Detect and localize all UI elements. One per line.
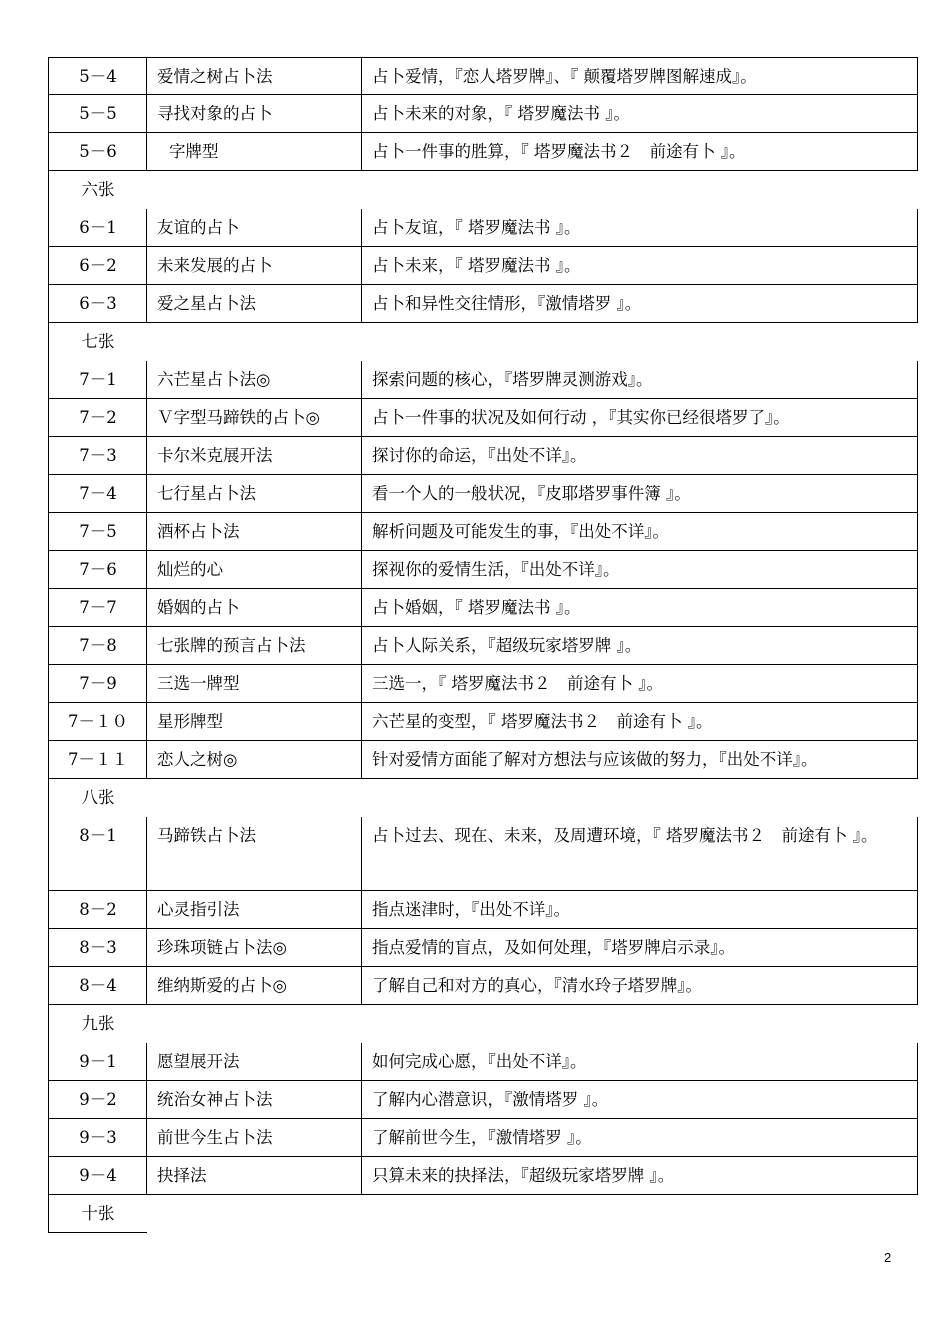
spread-description: 占卜和异性交往情形，『激情塔罗 』。 (361, 285, 918, 323)
spread-name: 星形牌型 (146, 703, 362, 741)
table-row (48, 929, 918, 967)
spread-number: 6－2 (48, 247, 147, 285)
spread-description: 三选一，『 塔罗魔法书２ 前途有卜 』。 (361, 665, 918, 703)
spread-description: 占卜一件事的胜算，『 塔罗魔法书２ 前途有卜 』。 (361, 133, 918, 171)
spread-name: 爱之星占卜法 (146, 285, 362, 323)
table-row (48, 703, 918, 741)
spread-description: 了解自己和对方的真心，『清水玲子塔罗牌』。 (361, 967, 918, 1005)
section-label: 八张 (48, 779, 147, 817)
spread-description: 六芒星的变型，『 塔罗魔法书２ 前途有卜 』。 (361, 703, 918, 741)
spread-description: 占卜友谊，『 塔罗魔法书 』。 (361, 209, 918, 247)
spread-description: 指点爱情的盲点，及如何处理，『塔罗牌启示录』。 (361, 929, 918, 967)
spread-number: 7－3 (48, 437, 147, 475)
spread-name: 爱情之树占卜法 (146, 57, 362, 95)
table-row (48, 361, 918, 399)
table-row (48, 741, 918, 779)
spread-number: 9－4 (48, 1157, 147, 1195)
section-header-row (48, 171, 918, 209)
spread-number: 7－6 (48, 551, 147, 589)
spread-name: 愿望展开法 (146, 1043, 362, 1081)
spread-number: 8－1 (48, 817, 147, 891)
table-row (48, 437, 918, 475)
spread-table (48, 57, 918, 1233)
spread-name: Ｖ字型马蹄铁的占卜◎ (146, 399, 362, 437)
spread-name: 灿烂的心 (146, 551, 362, 589)
spread-name: 马蹄铁占卜法 (146, 817, 362, 891)
spread-name: 心灵指引法 (146, 891, 362, 929)
table-row (48, 1119, 918, 1157)
section-label: 六张 (48, 171, 147, 209)
spread-description: 占卜婚姻，『 塔罗魔法书 』。 (361, 589, 918, 627)
table-row (48, 967, 918, 1005)
spread-number: 7－4 (48, 475, 147, 513)
spread-number: 7－2 (48, 399, 147, 437)
spread-number: 7－8 (48, 627, 147, 665)
table-row (48, 1081, 918, 1119)
section-label: 十张 (48, 1195, 147, 1233)
section-header-row (48, 1195, 918, 1233)
spread-number: 5－6 (48, 133, 147, 171)
spread-number: 7－7 (48, 589, 147, 627)
table-row (48, 133, 918, 171)
spread-number: 7－5 (48, 513, 147, 551)
table-row (48, 247, 918, 285)
table-row (48, 1157, 918, 1195)
table-row (48, 891, 918, 929)
table-row (48, 399, 918, 437)
spread-description: 了解前世今生，『激情塔罗 』。 (361, 1119, 918, 1157)
spread-description: 解析问题及可能发生的事，『出处不详』。 (361, 513, 918, 551)
table-row (48, 513, 918, 551)
spread-description: 如何完成心愿，『出处不详』。 (361, 1043, 918, 1081)
section-header-row (48, 779, 918, 817)
spread-name: 七张牌的预言占卜法 (146, 627, 362, 665)
spread-number: 7－1 (48, 361, 147, 399)
spread-description: 针对爱情方面能了解对方想法与应该做的努力，『出处不详』。 (361, 741, 918, 779)
spread-number: 7－9 (48, 665, 147, 703)
spread-description: 占卜一件事的状况及如何行动 ，『其实你已经很塔罗了』。 (361, 399, 918, 437)
spread-description: 占卜人际关系，『超级玩家塔罗牌 』。 (361, 627, 918, 665)
spread-name: 抉择法 (146, 1157, 362, 1195)
spread-name: 维纳斯爱的占卜◎ (146, 967, 362, 1005)
spread-name: 友谊的占卜 (146, 209, 362, 247)
spread-description: 只算未来的抉择法，『超级玩家塔罗牌 』。 (361, 1157, 918, 1195)
spread-name: 珍珠项链占卜法◎ (146, 929, 362, 967)
table-row (48, 475, 918, 513)
section-label: 七张 (48, 323, 147, 361)
table-row (48, 285, 918, 323)
table-row (48, 665, 918, 703)
spread-description: 探索问题的核心，『塔罗牌灵测游戏』。 (361, 361, 918, 399)
spread-number: 5－5 (48, 95, 147, 133)
table-row (48, 57, 918, 95)
spread-number: 9－1 (48, 1043, 147, 1081)
spread-description: 探视你的爱情生活，『出处不详』。 (361, 551, 918, 589)
spread-description: 探讨你的命运，『出处不详』。 (361, 437, 918, 475)
spread-number: 8－4 (48, 967, 147, 1005)
spread-name: 寻找对象的占卜 (146, 95, 362, 133)
spread-name: 酒杯占卜法 (146, 513, 362, 551)
spread-name: 前世今生占卜法 (146, 1119, 362, 1157)
spread-number: 9－2 (48, 1081, 147, 1119)
table-row (48, 95, 918, 133)
spread-name: 未来发展的占卜 (146, 247, 362, 285)
spread-description: 占卜爱情，『恋人塔罗牌』、『 颠覆塔罗牌图解速成』。 (361, 57, 918, 95)
spread-number: 7－１１ (48, 741, 147, 779)
spread-number: 7－１０ (48, 703, 147, 741)
spread-description: 占卜过去、现在、未来，及周遭环境，『 塔罗魔法书２ 前途有卜 』。 (361, 817, 918, 891)
spread-number: 6－1 (48, 209, 147, 247)
spread-name: 三选一牌型 (146, 665, 362, 703)
spread-name: 统治女神占卜法 (146, 1081, 362, 1119)
table-row (48, 589, 918, 627)
spread-number: 8－3 (48, 929, 147, 967)
section-label: 九张 (48, 1005, 147, 1043)
spread-number: 9－3 (48, 1119, 147, 1157)
spread-name: 七行星占卜法 (146, 475, 362, 513)
spread-description: 了解内心潜意识，『激情塔罗 』。 (361, 1081, 918, 1119)
spread-description: 占卜未来，『 塔罗魔法书 』。 (361, 247, 918, 285)
table-row (48, 817, 918, 891)
page-number: 2 (884, 1250, 892, 1265)
table-row (48, 1043, 918, 1081)
spread-number: 6－3 (48, 285, 147, 323)
table-row (48, 551, 918, 589)
spread-number: 5－4 (48, 57, 147, 95)
spread-name: 六芒星占卜法◎ (146, 361, 362, 399)
spread-name: 字牌型 (146, 133, 362, 171)
spread-name: 婚姻的占卜 (146, 589, 362, 627)
spread-description: 指点迷津时，『出处不详』。 (361, 891, 918, 929)
spread-description: 占卜未来的对象，『 塔罗魔法书 』。 (361, 95, 918, 133)
section-header-row (48, 1005, 918, 1043)
section-header-row (48, 323, 918, 361)
spread-description: 看一个人的一般状况，『皮耶塔罗事件簿 』。 (361, 475, 918, 513)
spread-name: 恋人之树◎ (146, 741, 362, 779)
spread-name: 卡尔米克展开法 (146, 437, 362, 475)
table-row (48, 627, 918, 665)
spread-number: 8－2 (48, 891, 147, 929)
table-row (48, 209, 918, 247)
